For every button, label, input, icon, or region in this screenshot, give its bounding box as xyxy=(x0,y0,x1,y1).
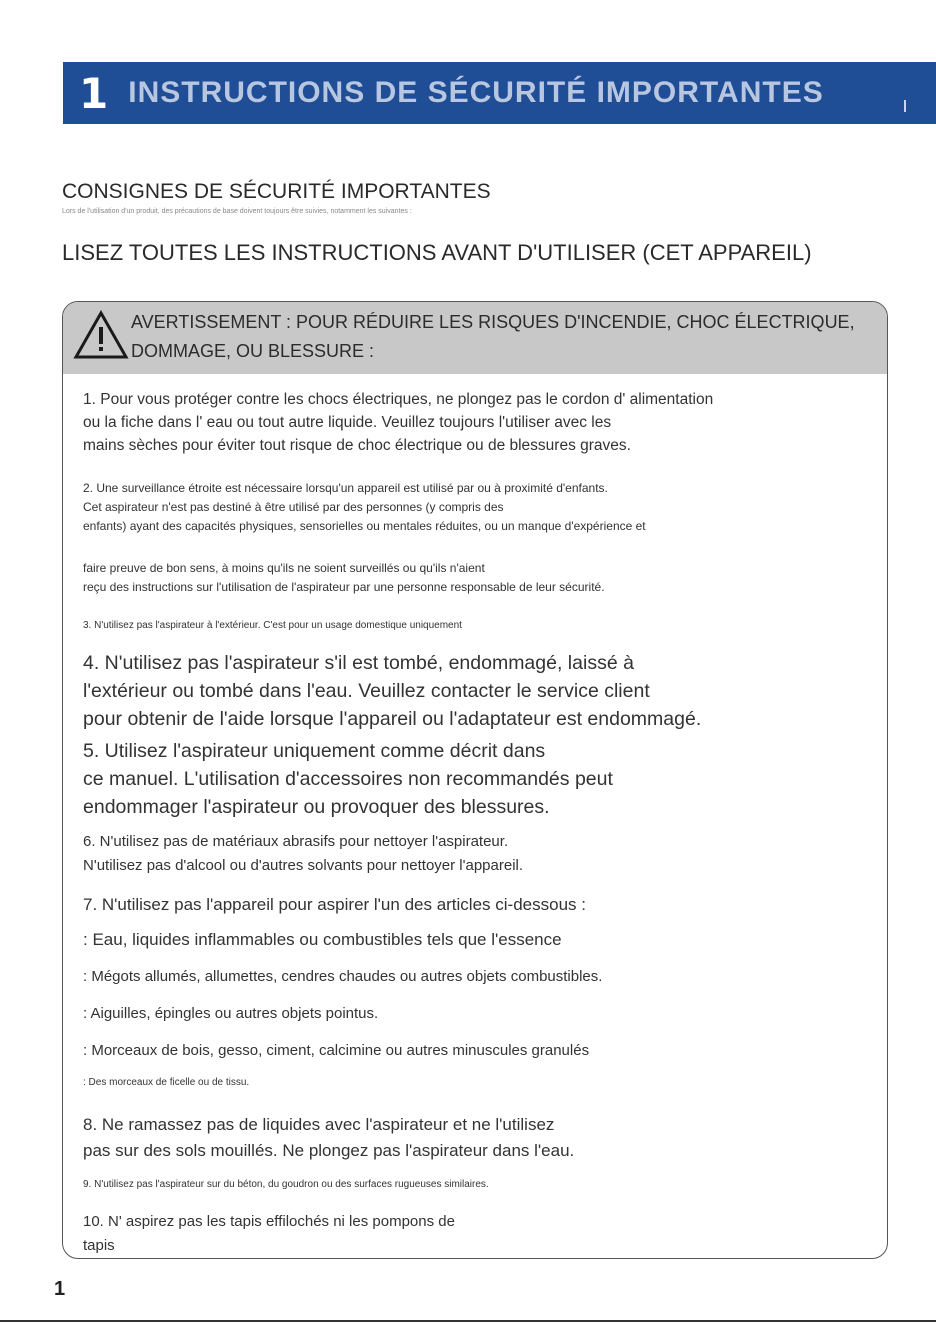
item-line: 4. N'utilisez pas l'aspirateur s'il est tombé, endommagé, laissé à xyxy=(83,652,634,674)
item-line: pour obtenir de l'aide lorsque l'appareil ou l'adaptateur est endommagé. xyxy=(83,708,702,730)
item-line: 7. N'utilisez pas l'appareil pour aspirer l'un des articles ci-dessous : xyxy=(83,895,586,914)
safety-item-4 xyxy=(83,649,873,733)
section-title: INSTRUCTIONS DE SÉCURITÉ IMPORTANTES xyxy=(128,76,824,109)
item-line: reçu des instructions sur l'utilisation de l'aspirateur par une personne responsable de leur sécurité. xyxy=(83,580,605,594)
warning-box xyxy=(62,301,888,1259)
item-line: Cet aspirateur n'est pas destiné à être utilisé par des personnes (y compris des xyxy=(83,500,504,514)
item-line: : Aiguilles, épingles ou autres objets pointus. xyxy=(83,1005,379,1022)
item-line: : Des morceaux de ficelle ou de tissu. xyxy=(83,1077,250,1088)
item-line: 5. Utilisez l'aspirateur uniquement comme décrit dans xyxy=(83,740,546,762)
item-line: faire preuve de bon sens, à moins qu'ils ne soient surveillés ou qu'ils n'aient xyxy=(83,561,485,575)
item-line: tapis xyxy=(83,1237,115,1254)
safety-item-7a xyxy=(83,927,873,953)
item-line: 2. Une surveillance étroite est nécessaire lorsqu'un appareil est utilisé par ou à proximité d'enfants. xyxy=(83,481,608,495)
item-line: : Morceaux de bois, gesso, ciment, calcimine ou autres minuscules granulés xyxy=(83,1042,590,1059)
item-line: 1. Pour vous protéger contre les chocs électriques, ne plongez pas le cordon d' alimentation xyxy=(83,391,714,408)
item-line: ou la fiche dans l' eau ou tout autre liquide. Veuillez toujours l'utiliser avec les xyxy=(83,414,612,431)
item-line: mains sèches pour éviter tout risque de choc électrique ou de blessures graves. xyxy=(83,437,631,454)
section-header-bar xyxy=(63,62,936,124)
warning-header xyxy=(63,302,887,374)
safety-item-10 xyxy=(83,1210,873,1258)
safety-item-1 xyxy=(83,388,873,457)
safety-subtext: Lors de l'utilisation d'un produit, des précautions de base doivent toujours être suivies, notamment les suivantes : xyxy=(62,208,412,215)
item-line: ce manuel. L'utilisation d'accessoires non recommandés peut xyxy=(83,768,613,790)
warning-title-line: AVERTISSEMENT : POUR RÉDUIRE LES RISQUES D'INCENDIE, CHOC ÉLECTRIQUE, xyxy=(131,312,855,332)
item-line: N'utilisez pas d'alcool ou d'autres solvants pour nettoyer l'appareil. xyxy=(83,857,524,874)
item-line: pas sur des sols mouillés. Ne plongez pas l'aspirateur dans l'eau. xyxy=(83,1141,575,1160)
item-line: 9. N'utilisez pas l'aspirateur sur du béton, du goudron ou des surfaces rugueuses similaires. xyxy=(83,1179,489,1190)
header-divider xyxy=(904,100,906,112)
bottom-divider xyxy=(0,1320,936,1322)
safety-item-2-cont xyxy=(83,559,873,597)
section-number: 1 xyxy=(79,68,109,118)
item-line: : Eau, liquides inflammables ou combustibles tels que l'essence xyxy=(83,930,562,949)
item-line: endommager l'aspirateur ou provoquer des blessures. xyxy=(83,796,550,818)
safety-item-9 xyxy=(83,1177,873,1193)
safety-item-7 xyxy=(83,892,873,918)
safety-item-7c xyxy=(83,1002,873,1026)
read-all-heading: LISEZ TOUTES LES INSTRUCTIONS AVANT D'UTILISER (CET APPAREIL) xyxy=(62,240,812,265)
safety-item-7e xyxy=(83,1075,873,1091)
safety-item-7b xyxy=(83,965,873,989)
item-line: : Mégots allumés, allumettes, cendres chaudes ou autres objets combustibles. xyxy=(83,968,603,985)
safety-heading: CONSIGNES DE SÉCURITÉ IMPORTANTES xyxy=(62,180,491,203)
item-line: 8. Ne ramassez pas de liquides avec l'aspirateur et ne l'utilisez xyxy=(83,1115,555,1134)
safety-item-3 xyxy=(83,618,873,634)
warning-triangle-icon xyxy=(73,310,129,360)
safety-item-6 xyxy=(83,830,873,878)
safety-item-2 xyxy=(83,479,873,536)
safety-item-8 xyxy=(83,1112,873,1164)
page-number: 1 xyxy=(54,1278,66,1300)
safety-item-5 xyxy=(83,737,873,821)
item-line: 6. N'utilisez pas de matériaux abrasifs pour nettoyer l'aspirateur. xyxy=(83,833,509,850)
warning-title xyxy=(131,308,881,366)
safety-item-7d xyxy=(83,1039,873,1063)
item-line: l'extérieur ou tombé dans l'eau. Veuillez contacter le service client xyxy=(83,680,650,702)
item-line: 3. N'utilisez pas l'aspirateur à l'extérieur. C'est pour un usage domestique uniquement xyxy=(83,620,462,631)
warning-title-line: DOMMAGE, OU BLESSURE : xyxy=(131,341,375,361)
item-line: 10. N' aspirez pas les tapis effilochés ni les pompons de xyxy=(83,1213,455,1230)
item-line: enfants) ayant des capacités physiques, sensorielles ou mentales réduites, ou un manque d'expérience et xyxy=(83,519,646,533)
